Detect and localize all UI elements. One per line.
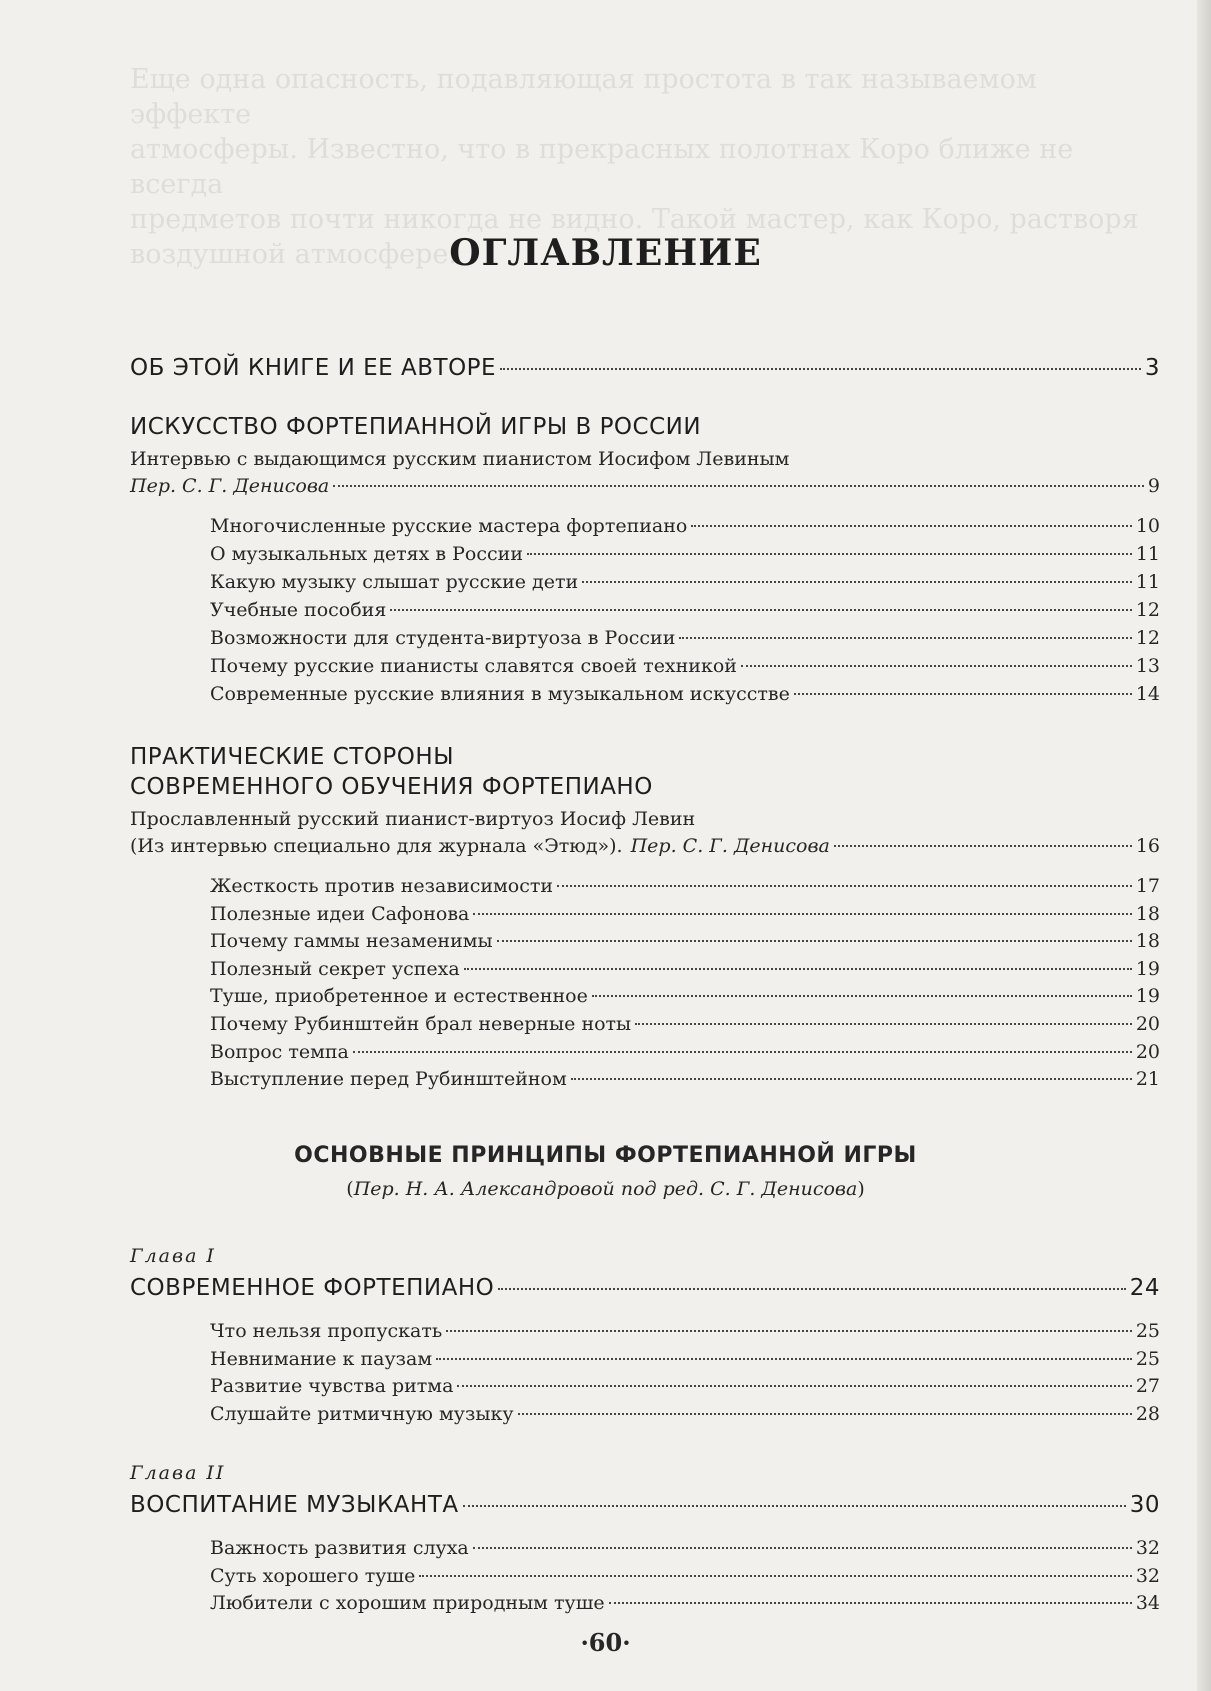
toc-subentry-title: Почему Рубинштейн брал неверные ноты xyxy=(210,1013,632,1035)
toc-page-number: 13 xyxy=(1135,655,1160,677)
section-heading-line1: ПРАКТИЧЕСКИЕ СТОРОНЫ xyxy=(130,744,454,770)
leader-dots xyxy=(353,1051,1132,1053)
toc-subentry-title: Туше, приобретенное и естественное xyxy=(210,985,588,1008)
toc-page-number: 24 xyxy=(1129,1275,1160,1301)
section-intro: Интервью с выдающимся русским пианистом Иосифом Левиным xyxy=(130,448,790,470)
section-heading-line2: СОВРЕМЕННОГО ОБУЧЕНИЯ ФОРТЕПИАНО xyxy=(130,774,653,800)
toc-subentry-title: Учебные пособия xyxy=(210,599,387,621)
toc-subentry[interactable] xyxy=(210,599,1160,629)
toc-subentry-title: Что нельзя пропускать xyxy=(210,1320,443,1342)
toc-subentry[interactable] xyxy=(210,543,1160,573)
toc-subentry[interactable] xyxy=(210,627,1160,657)
toc-subentry-title: Почему русские пианисты славятся своей техникой xyxy=(210,655,737,677)
translator-credit: Пер. С. Г. Денисова xyxy=(130,475,330,497)
toc-subentry[interactable] xyxy=(210,683,1160,713)
bleed-through-text: Еще одна опасность, подавляющая простота в так называемом эффекте атмосферы. Известно, что в прекрасных полотнах Коро ближе не всегда предметов почти никогда не видно. Такой мастер, как Коро, растворя воздушной атмосфере. xyxy=(130,64,1139,270)
leader-dots xyxy=(419,1575,1132,1577)
toc-subentry-title: О музыкальных детях в России xyxy=(210,543,523,565)
toc-page-number: 11 xyxy=(1135,543,1160,565)
toc-subentry-title: Выступление перед Рубинштейном xyxy=(210,1068,567,1091)
toc-subentry[interactable] xyxy=(210,1375,1160,1405)
leader-dots xyxy=(691,525,1131,527)
paren-close: ) xyxy=(857,1178,865,1200)
part-heading: ОСНОВНЫЕ ПРИНЦИПЫ ФОРТЕПИАННОЙ ИГРЫ xyxy=(294,1143,917,1168)
toc-subentry[interactable] xyxy=(210,1013,1160,1043)
toc-entry-chapter2[interactable] xyxy=(130,1492,1160,1522)
leader-dots xyxy=(333,485,1144,487)
leader-dots xyxy=(609,1602,1132,1604)
toc-subentry-title: Важность развития слуха xyxy=(210,1537,469,1559)
toc-subentry[interactable] xyxy=(210,1403,1160,1433)
toc-page-number: 32 xyxy=(1135,1537,1160,1559)
leader-dots xyxy=(500,368,1141,370)
toc-subentry-title: Вопрос темпа xyxy=(210,1040,349,1063)
toc-subentry-title: Полезный секрет успеха xyxy=(210,957,460,980)
toc-subentry[interactable] xyxy=(210,655,1160,685)
toc-page-number: 32 xyxy=(1135,1564,1160,1587)
toc-subentry-title: Любители с хорошим природным туше xyxy=(210,1592,605,1614)
toc-subentry[interactable] xyxy=(210,985,1160,1015)
chapter-label: Глава I xyxy=(130,1245,216,1267)
toc-page-number: 12 xyxy=(1135,627,1160,649)
toc-page-number: 18 xyxy=(1135,930,1160,953)
chapter-label: Глава II xyxy=(130,1462,226,1484)
toc-page-number: 20 xyxy=(1135,1040,1160,1063)
leader-dots xyxy=(592,995,1132,997)
toc-page-number: 17 xyxy=(1135,875,1160,897)
toc-page-number: 30 xyxy=(1129,1492,1160,1518)
toc-subentry[interactable] xyxy=(210,571,1160,601)
leader-dots xyxy=(582,581,1132,583)
leader-dots xyxy=(741,665,1132,667)
toc-subentry[interactable] xyxy=(210,930,1160,960)
toc-subentry[interactable] xyxy=(210,1320,1160,1350)
toc-page-number: 25 xyxy=(1135,1320,1160,1342)
toc-page-number: 9 xyxy=(1147,475,1160,497)
toc-subentry-title: Жесткость против независимости xyxy=(210,875,554,897)
toc-subentry[interactable] xyxy=(210,515,1160,545)
toc-entry-title: ВОСПИТАНИЕ МУЗЫКАНТА xyxy=(130,1492,459,1518)
part-translator xyxy=(0,1178,1211,1200)
toc-subentry[interactable] xyxy=(210,875,1160,905)
leader-dots xyxy=(498,1288,1125,1290)
toc-page-number: 20 xyxy=(1135,1013,1160,1035)
toc-page-number: 19 xyxy=(1135,985,1160,1008)
section-intro-2: (Из интервью специально для журнала «Этюд»). xyxy=(130,835,623,857)
translator-credit: Пер. С. Г. Денисова xyxy=(630,835,830,857)
leader-dots xyxy=(457,1385,1131,1387)
toc-subentry[interactable] xyxy=(210,1565,1160,1595)
leader-dots xyxy=(635,1023,1132,1025)
toc-entry-title: ОБ ЭТОЙ КНИГЕ И ЕЕ АВТОРЕ xyxy=(130,355,497,381)
toc-subentry[interactable] xyxy=(210,1041,1160,1071)
toc-subentry-title: Суть хорошего туше xyxy=(210,1564,416,1587)
toc-page-number: 3 xyxy=(1144,355,1160,381)
leader-dots xyxy=(436,1358,1132,1360)
toc-page-number: 21 xyxy=(1135,1068,1160,1091)
leader-dots xyxy=(463,1505,1126,1507)
toc-subentry-title: Какую музыку слышат русские дети xyxy=(210,571,579,593)
toc-subentry[interactable] xyxy=(210,1592,1160,1622)
toc-entry-translator[interactable] xyxy=(130,835,1160,865)
toc-subentry[interactable] xyxy=(210,958,1160,988)
leader-dots xyxy=(518,1413,1132,1415)
leader-dots xyxy=(446,1330,1132,1332)
toc-entry-chapter1[interactable] xyxy=(130,1275,1160,1305)
page-number: ·60· xyxy=(580,1628,631,1657)
leader-dots xyxy=(794,693,1132,695)
toc-page-number: 10 xyxy=(1135,515,1160,537)
toc-entry-title: СОВРЕМЕННОЕ ФОРТЕПИАНО xyxy=(130,1275,495,1301)
page-title: ОГЛАВЛЕНИЕ xyxy=(449,232,762,274)
toc-subentry[interactable] xyxy=(210,1537,1160,1567)
leader-dots xyxy=(834,845,1132,847)
toc-page-number: 14 xyxy=(1135,683,1160,705)
leader-dots xyxy=(679,637,1131,639)
toc-subentry[interactable] xyxy=(210,1068,1160,1098)
toc-page-number: 25 xyxy=(1135,1347,1160,1370)
paren-open: ( xyxy=(346,1178,354,1200)
toc-subentry-title: Невнимание к паузам xyxy=(210,1347,433,1370)
section-intro: Прославленный русский пианист-виртуоз Иосиф Левин xyxy=(130,808,696,830)
toc-subentry-title: Многочисленные русские мастера фортепиано xyxy=(210,515,688,537)
toc-page-number: 11 xyxy=(1135,571,1160,593)
toc-page-number: 28 xyxy=(1135,1402,1160,1425)
leader-dots xyxy=(473,1547,1132,1549)
toc-page-number: 18 xyxy=(1135,902,1160,925)
leader-dots xyxy=(571,1078,1132,1080)
toc-subentry[interactable] xyxy=(210,1348,1160,1378)
translator-credit: Пер. Н. А. Александровой под ред. С. Г. Денисова xyxy=(353,1178,858,1200)
toc-subentry-title: Современные русские влияния в музыкальном искусстве xyxy=(210,683,790,705)
toc-subentry-title: Слушайте ритмичную музыку xyxy=(210,1402,514,1425)
section-heading: ИСКУССТВО ФОРТЕПИАННОЙ ИГРЫ В РОССИИ xyxy=(130,414,702,440)
toc-subentry-title: Полезные идеи Сафонова xyxy=(210,902,470,925)
toc-subentry-title: Развитие чувства ритма xyxy=(210,1375,454,1397)
toc-page-number: 34 xyxy=(1135,1592,1160,1614)
leader-dots xyxy=(527,553,1132,555)
leader-dots xyxy=(497,940,1132,942)
leader-dots xyxy=(473,913,1131,915)
leader-dots xyxy=(557,885,1132,887)
leader-dots xyxy=(464,968,1132,970)
toc-entry-translator[interactable] xyxy=(130,475,1160,505)
toc-page-number: 27 xyxy=(1135,1375,1160,1397)
toc-subentry[interactable] xyxy=(210,903,1160,933)
toc-subentry-title: Почему гаммы незаменимы xyxy=(210,930,493,953)
leader-dots xyxy=(390,609,1131,611)
toc-page-number: 19 xyxy=(1135,957,1160,980)
toc-page-number: 16 xyxy=(1135,835,1160,857)
toc-entry-about-book[interactable] xyxy=(130,355,1160,385)
toc-subentry-title: Возможности для студента-виртуоза в России xyxy=(210,627,676,649)
toc-page-number: 12 xyxy=(1135,599,1160,621)
